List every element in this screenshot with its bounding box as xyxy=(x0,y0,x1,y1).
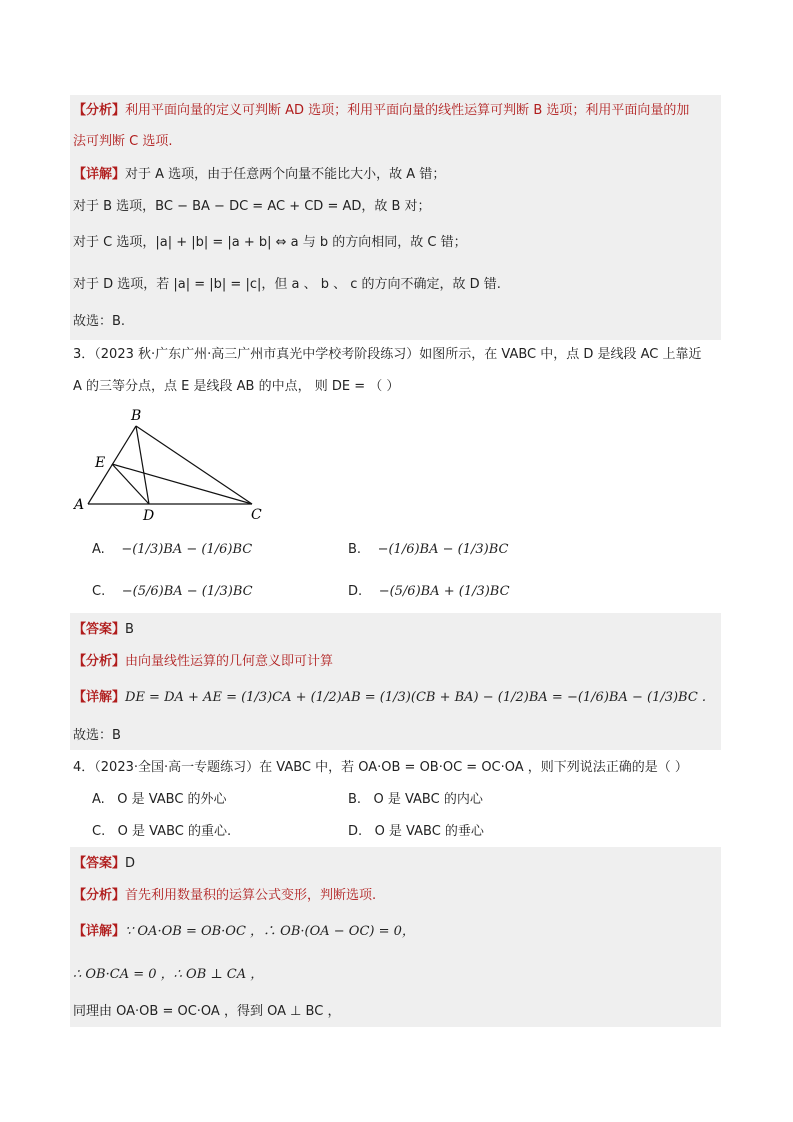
option-key: B. xyxy=(348,792,362,807)
label-a: A xyxy=(74,497,85,513)
q3-stem-line-2: A 的三等分点，点 E 是线段 AB 的中点， 则 DE = （ ） xyxy=(73,379,400,394)
option-text: O 是 VABC 的外心 xyxy=(117,792,227,807)
analysis-text: 首先利用数量积的运算公式变形，判断选项. xyxy=(125,888,377,903)
label-d: D xyxy=(143,508,155,524)
answer-tag: 【答案】 xyxy=(73,622,126,637)
answer-tag: 【答案】 xyxy=(73,856,126,871)
q2-detail-line-2: 对于 B 选项，BC − BA − DC = AC + CD = AD，故 B 对； xyxy=(73,199,431,214)
option-key: D. xyxy=(348,824,363,839)
q2-detail-line-4: 对于 D 选项，若 |a| = |b| = |c|，但 a 、 b 、 c 的方向不确定，故 D 错. xyxy=(73,277,501,292)
side-bc xyxy=(136,426,252,504)
q3-answer xyxy=(73,621,134,639)
analysis-tag: 【分析】 xyxy=(73,654,126,669)
q3-stem-line-1: 3．（2023 秋·广东广州·高三广州市真光中学校考阶段练习）如图所示，在 VABC 中，点 D 是线段 AC 上靠近 xyxy=(73,347,702,362)
option-text: O 是 VABC 的重心. xyxy=(117,824,232,839)
answer-value: B xyxy=(125,622,134,637)
q2-analysis-line-2: 法可判断 C 选项. xyxy=(73,134,173,149)
q3-option-b[interactable] xyxy=(348,541,508,559)
q3-option-a[interactable] xyxy=(92,541,252,559)
analysis-text: 利用平面向量的定义可判断 AD 选项；利用平面向量的线性运算可判断 B 选项；利用平面向量的加 xyxy=(125,103,690,118)
q4-analysis xyxy=(73,887,376,905)
option-text: −(1/3)BA − (1/6)BC xyxy=(121,542,253,557)
option-key: A. xyxy=(92,792,105,807)
detail-tag: 【详解】 xyxy=(73,690,126,705)
option-key: A. xyxy=(92,542,105,557)
option-text: O 是 VABC 的内心 xyxy=(373,792,483,807)
detail-text: ∵ OA·OB = OB·OC ，∴ OB·(OA − OC) = 0， xyxy=(125,924,415,939)
option-key: B. xyxy=(348,542,362,557)
option-text: O 是 VABC 的垂心 xyxy=(374,824,484,839)
q4-detail-line-3: 同理由 OA·OB = OC·OA ，得到 OA ⊥ BC ， xyxy=(73,1004,341,1019)
q3-analysis xyxy=(73,653,333,671)
segment-ec xyxy=(112,464,252,504)
q2-detail-line-1 xyxy=(73,166,445,184)
analysis-text: 由向量线性运算的几何意义即可计算 xyxy=(125,654,334,669)
detail-text: DE = DA + AE = (1/3)CA + (1/2)AB = (1/3)(CB + BA) − (1/2)BA = −(1/6)BA − (1/3)BC . xyxy=(125,690,707,705)
q2-solution-block xyxy=(70,95,721,340)
answer-value: D xyxy=(125,856,136,871)
q3-choice: 故选：B xyxy=(73,728,121,743)
q2-choice: 故选：B. xyxy=(73,314,126,329)
option-key: C. xyxy=(92,584,106,599)
q3-option-d[interactable] xyxy=(348,583,510,601)
option-text: −(1/6)BA − (1/3)BC xyxy=(377,542,509,557)
q4-stem: 4．（2023·全国·高一专题练习）在 VABC 中，若 OA·OB = OB·OC = OC·OA ，则下列说法正确的是（ ） xyxy=(73,760,688,775)
q4-option-d[interactable] xyxy=(348,823,484,841)
q4-option-c[interactable] xyxy=(92,823,231,841)
q4-answer xyxy=(73,855,135,873)
triangle-figure xyxy=(70,403,270,525)
detail-text: 对于 A 选项，由于任意两个向量不能比大小，故 A 错； xyxy=(125,167,446,182)
q2-analysis-line-1 xyxy=(73,102,689,120)
q3-detail xyxy=(73,689,706,707)
q4-detail-line-2: ∴ OB·CA = 0 ，∴ OB ⊥ CA ， xyxy=(73,967,264,982)
option-text: −(5/6)BA + (1/3)BC xyxy=(378,584,510,599)
q3-solution-block xyxy=(70,613,721,750)
label-e: E xyxy=(95,455,106,471)
option-key: C. xyxy=(92,824,106,839)
option-text: −(5/6)BA − (1/3)BC xyxy=(121,584,253,599)
analysis-tag: 【分析】 xyxy=(73,888,126,903)
q4-detail-line-1 xyxy=(73,923,415,941)
q3-option-c[interactable] xyxy=(92,583,253,601)
label-c: C xyxy=(251,507,262,523)
q4-option-b[interactable] xyxy=(348,791,483,809)
q4-option-a[interactable] xyxy=(92,791,227,809)
label-b: B xyxy=(131,408,142,424)
detail-tag: 【详解】 xyxy=(73,924,126,939)
detail-tag: 【详解】 xyxy=(73,167,126,182)
option-key: D. xyxy=(348,584,363,599)
analysis-tag: 【分析】 xyxy=(73,103,126,118)
q2-detail-line-3: 对于 C 选项，|a| + |b| = |a + b| ⇔ a 与 b 的方向相同，故 C 错； xyxy=(73,235,467,250)
